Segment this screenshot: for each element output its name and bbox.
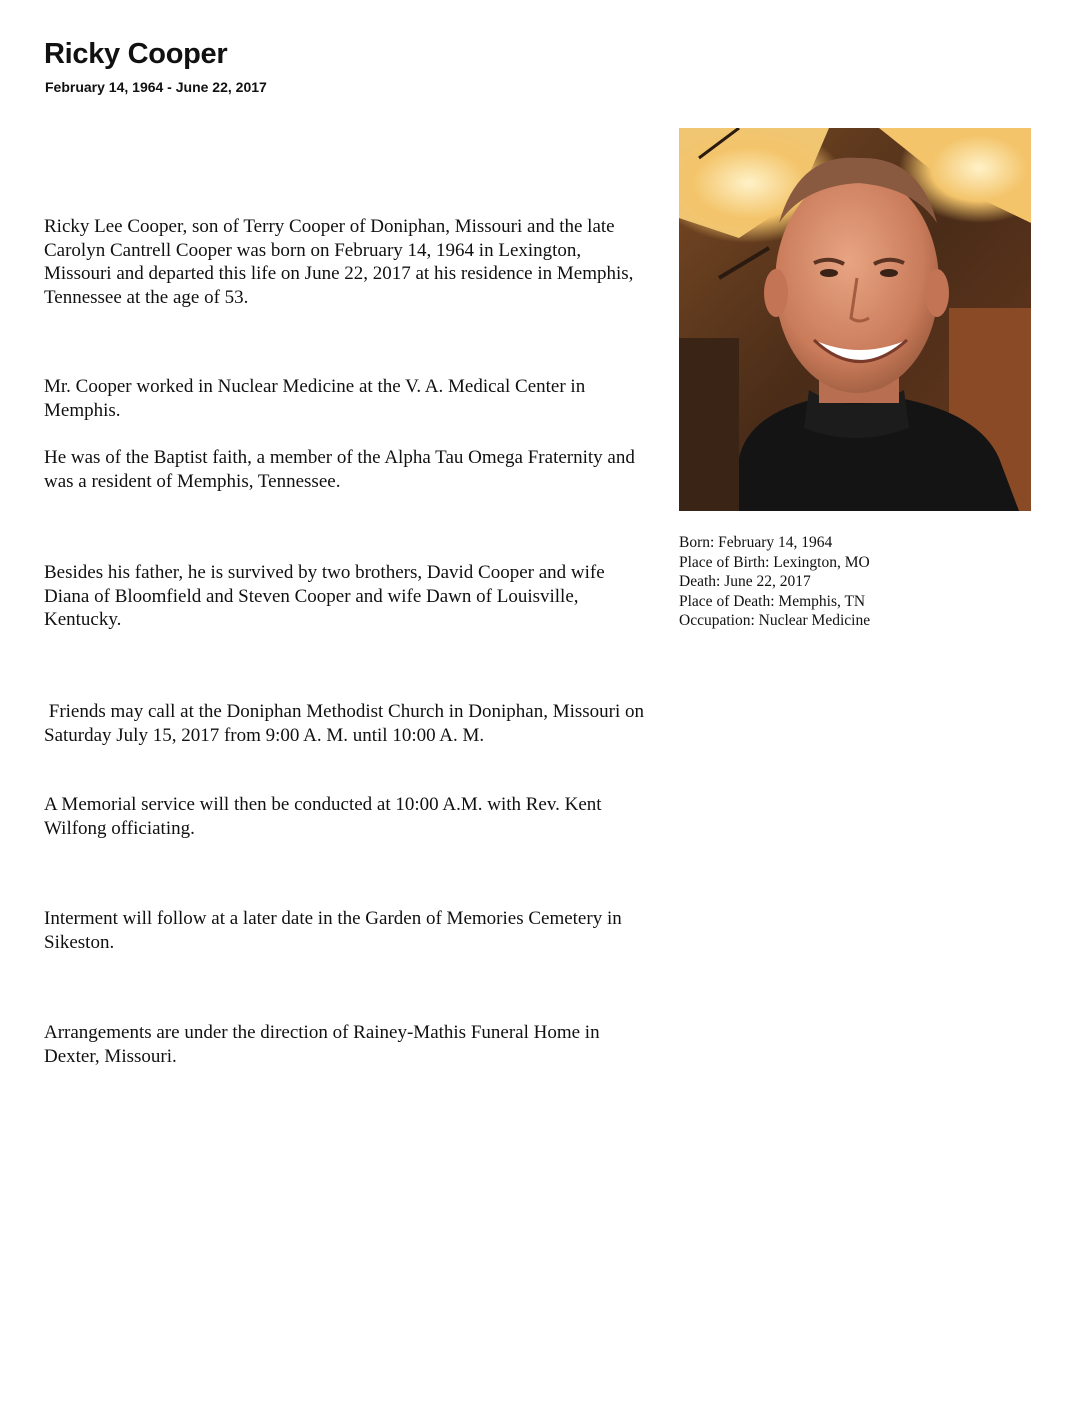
page-title: Ricky Cooper [44, 38, 228, 70]
portrait-photo-icon [679, 128, 1031, 511]
obituary-paragraph: Arrangements are under the direction of Rainey-Mathis Funeral Home in Dexter, Missouri. [44, 1022, 600, 1067]
obituary-paragraph: Ricky Lee Cooper, son of Terry Cooper of Doniphan, Missouri and the late Carolyn Cantrell Cooper was born on February 14, 1964 in Lexington, Missouri and departed this life on June 22, 2017 at his residence in Memphis, Tennessee at the age of 53. [44, 216, 634, 308]
fact-place-of-death: Place of Death: Memphis, TN [679, 592, 866, 610]
fact-death: Death: June 22, 2017 [679, 573, 811, 591]
portrait-photo [679, 128, 1031, 511]
obituary-paragraph: Friends may call at the Doniphan Methodist Church in Doniphan, Missouri on Saturday July 15, 2017 from 9:00 A. M. until 10:00 A. M. [44, 701, 645, 746]
obituary-paragraph: A Memorial service will then be conducted at 10:00 A.M. with Rev. Kent Wilfong officiating. [44, 794, 602, 839]
obituary-paragraph: He was of the Baptist faith, a member of the Alpha Tau Omega Fraternity and was a resident of Memphis, Tennessee. [44, 447, 635, 492]
fact-occupation: Occupation: Nuclear Medicine [679, 612, 871, 630]
fact-born: Born: February 14, 1964 [679, 534, 833, 551]
obituary-paragraph: Interment will follow at a later date in the Garden of Memories Cemetery in Sikeston. [44, 908, 622, 953]
facts-list [679, 533, 870, 631]
obituary-paragraph: Mr. Cooper worked in Nuclear Medicine at the V. A. Medical Center in Memphis. [44, 376, 586, 421]
fact-place-of-birth: Place of Birth: Lexington, MO [679, 553, 870, 571]
obituary-paragraph: Besides his father, he is survived by two brothers, David Cooper and wife Diana of Bloomfield and Steven Cooper and wife Dawn of Louisville, Kentucky. [44, 562, 605, 630]
life-dates: February 14, 1964 - June 22, 2017 [45, 79, 267, 95]
